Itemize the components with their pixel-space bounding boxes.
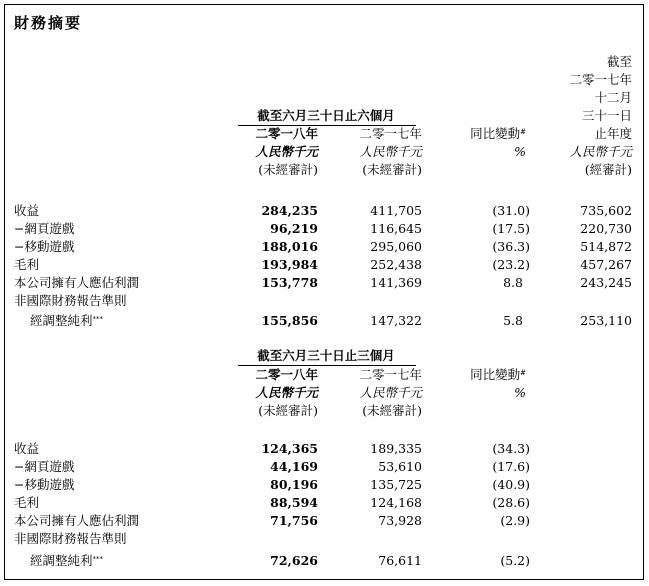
s2-col2018-note: (未經審計) (258, 403, 318, 418)
s2-col2017-year: 二零一七年 (359, 367, 422, 382)
value-2017: 53,610 (378, 459, 422, 474)
value-yoy: 8.8 (503, 275, 523, 290)
row-label-line1: 非國際財務報告準則 (14, 531, 127, 546)
value-2017: 135,725 (370, 477, 422, 492)
row-label: −移動遊戲 (14, 239, 75, 254)
value-2018: 71,756 (270, 513, 318, 528)
value-yoy: (31.0) (492, 203, 530, 218)
value-yoy: (5.2) (500, 553, 530, 568)
row-label: 收益 (14, 441, 40, 456)
s1-yoy-label: 同比變動# (470, 126, 526, 141)
value-yoy: (40.9) (492, 477, 530, 492)
row-label-line2: 經調整純利*** (30, 313, 104, 328)
value-2017: 76,611 (378, 553, 422, 568)
value-2017: 116,645 (370, 221, 422, 236)
s2-yoy-unit: % (514, 385, 526, 400)
value-fy2017: 514,872 (580, 239, 632, 254)
s1-fy-note: (經審計) (584, 162, 632, 177)
value-2018: 44,169 (270, 459, 318, 474)
s2-col2018-unit: 人民幣千元 (255, 385, 318, 400)
value-2018: 96,219 (270, 221, 318, 236)
value-yoy: (17.6) (492, 459, 530, 474)
row-label-line2: 經調整純利*** (30, 553, 104, 568)
value-2018: 153,778 (261, 275, 318, 290)
row-label-line1: 非國際財務報告準則 (14, 293, 127, 308)
value-2018: 124,365 (261, 441, 318, 456)
s1-fy-l1: 截至 (606, 54, 632, 69)
value-2017: 295,060 (370, 239, 422, 254)
value-yoy: (28.6) (492, 495, 530, 510)
value-fy2017: 735,602 (580, 203, 632, 218)
s1-fy-l3: 十二月 (594, 90, 632, 105)
row-label: 收益 (14, 203, 40, 218)
row-label: 毛利 (14, 257, 40, 272)
value-fy2017: 253,110 (580, 313, 632, 328)
s1-col2018-year: 二零一八年 (255, 126, 318, 141)
row-label: −移動遊戲 (14, 477, 75, 492)
value-yoy: (23.2) (492, 257, 530, 272)
s1-period-heading: 截至六月三十日止六個月 (257, 108, 395, 123)
value-2018: 72,626 (270, 553, 318, 568)
page-title: 財務摘要 (14, 14, 83, 32)
s1-col2018-unit: 人民幣千元 (255, 144, 318, 159)
value-2017: 189,335 (370, 441, 422, 456)
s2-col2018-year: 二零一八年 (255, 367, 318, 382)
s1-col2017-year: 二零一七年 (359, 126, 422, 141)
s2-col2017-unit: 人民幣千元 (359, 385, 422, 400)
value-yoy: (17.5) (492, 221, 530, 236)
value-yoy: (36.3) (492, 239, 530, 254)
s1-fy-l2: 二零一七年 (569, 72, 632, 87)
row-label: 本公司擁有人應佔利潤 (14, 275, 140, 290)
value-2017: 411,705 (370, 203, 422, 218)
value-yoy: (2.9) (500, 513, 530, 528)
value-fy2017: 220,730 (580, 221, 632, 236)
value-2017: 252,438 (370, 257, 422, 272)
value-2017: 73,928 (378, 513, 422, 528)
s2-heading-underline (238, 365, 416, 366)
s1-fy-l5: 止年度 (594, 126, 632, 141)
s2-period-heading: 截至六月三十日止三個月 (257, 348, 395, 363)
value-2018: 80,196 (270, 477, 318, 492)
row-label: 本公司擁有人應佔利潤 (14, 513, 140, 528)
s1-fy-unit: 人民幣千元 (569, 144, 632, 159)
value-fy2017: 457,267 (580, 257, 632, 272)
s2-yoy-label: 同比變動# (470, 367, 526, 382)
value-fy2017: 243,245 (580, 275, 632, 290)
s1-col2017-note: (未經審計) (362, 162, 422, 177)
value-yoy: 5.8 (503, 313, 523, 328)
s2-col2017-note: (未經審計) (362, 403, 422, 418)
value-2018: 155,856 (261, 313, 318, 328)
s1-col2018-note: (未經審計) (258, 162, 318, 177)
s1-fy-l4: 三十一日 (581, 108, 632, 123)
value-2018: 188,016 (261, 239, 318, 254)
value-2018: 284,235 (261, 203, 318, 218)
row-label: 毛利 (14, 495, 40, 510)
row-label: −網頁遊戲 (14, 221, 75, 236)
value-2017: 124,168 (370, 495, 422, 510)
s1-yoy-unit: % (514, 144, 526, 159)
value-2017: 141,369 (370, 275, 422, 290)
row-label: −網頁遊戲 (14, 459, 75, 474)
value-2018: 88,594 (270, 495, 318, 510)
value-2017: 147,322 (370, 313, 422, 328)
value-yoy: (34.3) (492, 441, 530, 456)
value-2018: 193,984 (261, 257, 318, 272)
s1-col2017-unit: 人民幣千元 (359, 144, 422, 159)
